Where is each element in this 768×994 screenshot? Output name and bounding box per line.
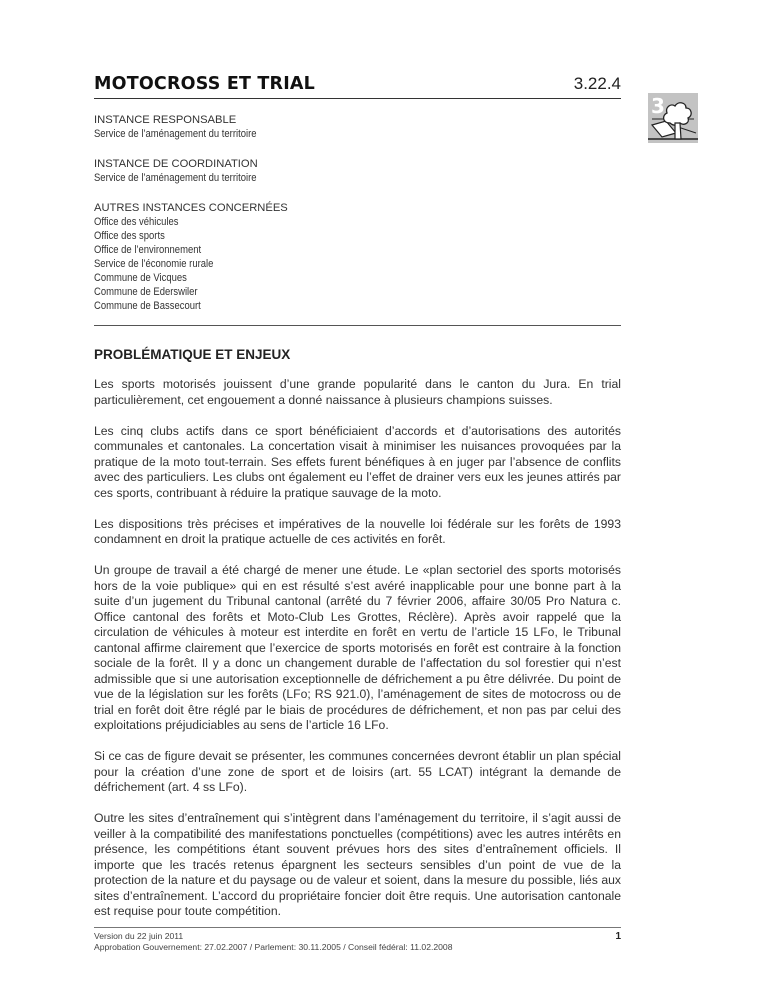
svg-text:3: 3 bbox=[651, 94, 665, 118]
footer-version: Version du 22 juin 2011 bbox=[94, 931, 184, 941]
title-row bbox=[94, 74, 621, 99]
list-item: Office des véhicules bbox=[94, 216, 179, 228]
paragraph: Les dispositions très précises et impératives de la nouvelle loi fédérale sur les forêts de 1993 condamnent en droit la pratique actuelle de ces activités en forêt. bbox=[94, 516, 621, 546]
autres-instances-label: AUTRES INSTANCES CONCERNÉES bbox=[94, 202, 288, 214]
list-item: Commune de Bassecourt bbox=[94, 300, 201, 312]
list-item: Commune de Vicques bbox=[94, 272, 187, 284]
chapter-3-icon bbox=[648, 93, 698, 143]
instance-responsable bbox=[94, 113, 621, 141]
page-number: 1 bbox=[615, 931, 621, 942]
list-item: Office des sports bbox=[94, 230, 165, 242]
autres-instances bbox=[94, 201, 621, 313]
footer bbox=[94, 931, 621, 953]
instance-responsable-item: Service de l’aménagement du territoire bbox=[94, 128, 257, 140]
paragraph: Un groupe de travail a été chargé de mener une étude. Le «plan sectoriel des sports motorisés hors de la voie publique» qui en est résulté s’est avéré inapplicable pour une bonne part à la suite d’un jugement du Tribunal cantonal (arrêté du 7 février 2006, affaire 30/05 Pro Natura c. Office cantonal des forêts et Moto-Club Les Grottes, Réclère). Après avoir rappelé que la circulation de véhicules à moteur est interdite en forêt en vertu de l’article 15 LFo, le Tribunal cantonal affirme clairement que l’exercice de sports motorisés en forêt est contraire à la fonction sociale de la forêt. Il y a donc un changement durable de l’affectation du sol forestier qui n’est admissible que si une autorisation exceptionnelle de défrichement a pu être délivrée. Du point de vue de la législation sur les forêts (LFo; RS 921.0), l’aménagement de sites de motocross ou de trial en forêt doit être réglé par le biais de procédures de défrichement, et non pas par celui des exploitations préjudiciables au sens de l’article 16 LFo. bbox=[94, 563, 621, 732]
list-item: Commune de Ederswiler bbox=[94, 286, 198, 298]
list-item: Service de l’économie rurale bbox=[94, 258, 214, 270]
instance-coordination-item: Service de l’aménagement du territoire bbox=[94, 172, 257, 184]
instance-coordination-label: INSTANCE DE COORDINATION bbox=[94, 158, 258, 170]
section-body bbox=[94, 377, 621, 935]
paragraph: Les sports motorisés jouissent d’une grande popularité dans le canton du Jura. En trial particulièrement, cet engouement a donné naissance à plusieurs champions suisses. bbox=[94, 377, 621, 407]
footer-approbation: Approbation Gouvernement: 27.02.2007 / Parlement: 30.11.2005 / Conseil fédéral: 11.02.2008 bbox=[94, 942, 453, 952]
page-title: MOTOCROSS ET TRIAL bbox=[94, 74, 316, 94]
tree-landscape-icon bbox=[648, 93, 698, 143]
instance-responsable-label: INSTANCE RESPONSABLE bbox=[94, 114, 237, 126]
instance-coordination bbox=[94, 157, 621, 185]
section-heading: PROBLÉMATIQUE ET ENJEUX bbox=[94, 347, 291, 362]
list-item: Office de l’environnement bbox=[94, 244, 202, 256]
paragraph: Les cinq clubs actifs dans ce sport bénéficiaient d’accords et d’autorisations des autorités communales et cantonales. La concertation visait à minimiser les nuisances provoquées par la pratique de la moto tout-terrain. Ses effets furent bénéfiques à en juger par l’absence de conflits avec des particuliers. Les clubs ont également eu l’effet de drainer vers eux les jeunes attirés par ces sports, contribuant à réduire la pratique sauvage de la moto. bbox=[94, 423, 621, 500]
footer-divider bbox=[94, 927, 621, 928]
section-divider bbox=[94, 325, 621, 326]
paragraph: Outre les sites d’entraînement qui s’intègrent dans l’aménagement du territoire, il s’agit aussi de veiller à la compatibilité des manifestations ponctuelles (compétitions) avec les autres intérêts en présence, les compétitions étant souvent prévues hors des sites d’entraînement officiels. Il importe que les tracés retenus épargnent les secteurs sensibles d’un point de vue de la protection de la nature et du paysage ou de valeur et soient, dans la mesure du possible, liés aux sites d’entraînement. L’accord du propriétaire foncier doit être requis. Une autorisation cantonale est requise pour toute compétition. bbox=[94, 811, 621, 918]
paragraph: Si ce cas de figure devait se présenter, les communes concernées devront établir un plan spécial pour la création d’une zone de sport et de loisirs (art. 55 LCAT) intégrant la demande de défrichement (art. 4 ss LFo). bbox=[94, 749, 621, 794]
section-code: 3.22.4 bbox=[573, 74, 621, 93]
